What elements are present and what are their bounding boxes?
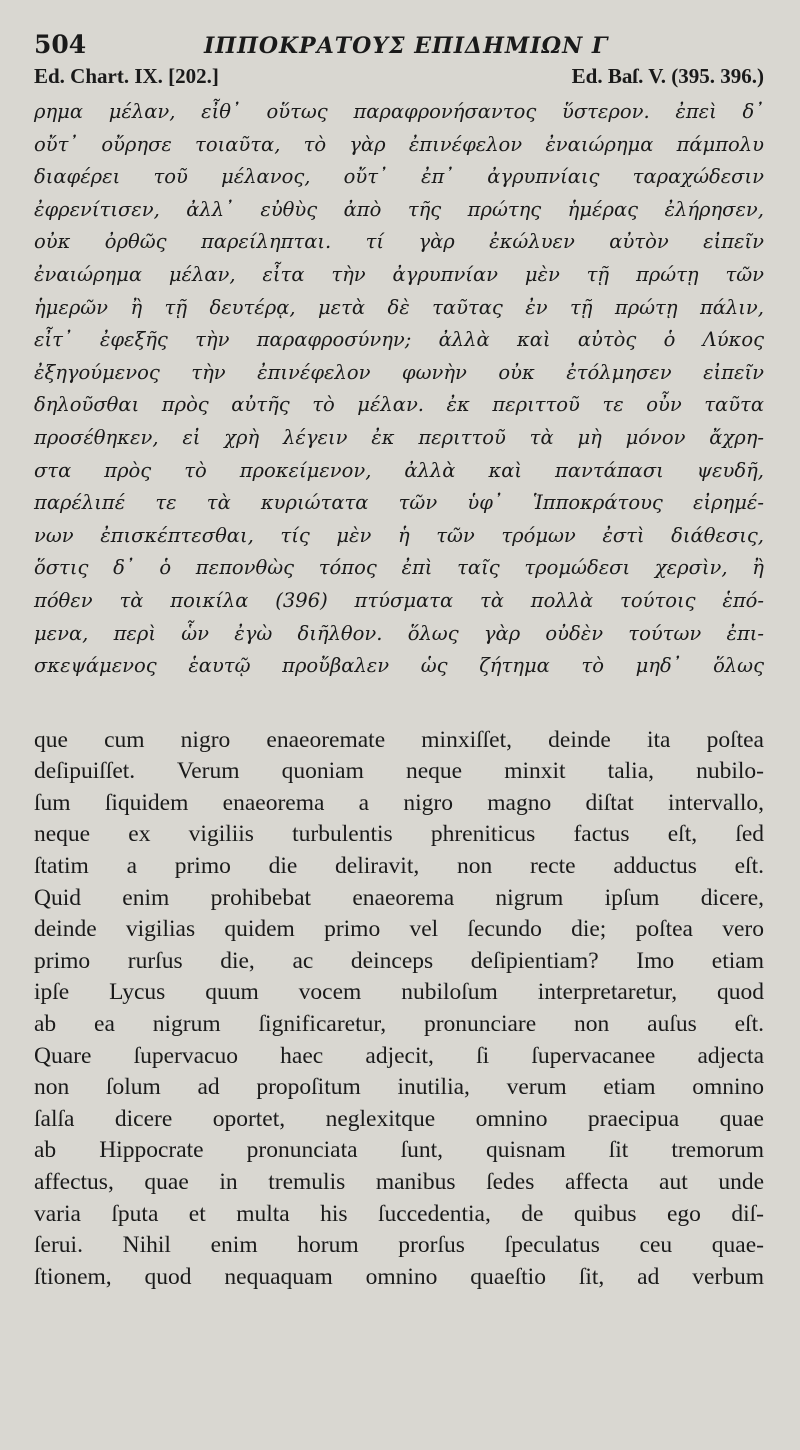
edition-references [34, 64, 764, 94]
page-header [34, 30, 764, 64]
latin-text-line: non ſolum ad propoſitum inutilia, verum etiam omnino [34, 1074, 764, 1101]
greek-text-line: ρημα μέλαν, εἶθ᾽ οὕτως παραφρονήσαντος ὕστερον. ἐπεὶ δ᾽ [34, 100, 764, 123]
latin-text-line: Quare ſupervacuo haec adjecit, ſi ſupervacanee adjecta [34, 1042, 764, 1069]
latin-text-line: varia ſputa et multa his ſuccedentia, de quibus ego diſ- [34, 1200, 764, 1227]
greek-text-line: ἐξηγούμενος τὴν ἐπινέφελον φωνὴν οὐκ ἐτόλμησεν εἰπεῖν [34, 360, 764, 384]
latin-text-line: Quid enim prohibebat enaeorema nigrum ipſum dicere, [34, 884, 764, 911]
greek-text-line: διαφέρει τοῦ μέλανος, οὔτ᾽ ἐπ᾽ ἀγρυπνίαις ταραχώδεσιν [34, 165, 764, 189]
greek-text-line: νων ἐπισκέπτεσθαι, τίς μὲν ἡ τῶν τρόμων ἐστὶ διάθεσις, [34, 523, 764, 547]
greek-text-line: δηλοῦσθαι πρὸς αὐτῆς τὸ μέλαν. ἐκ περιττοῦ τε οὖν ταῦτα [34, 393, 764, 417]
greek-text-line: εἶτ᾽ ἐφεξῆς τὴν παραφροσύνην; ἀλλὰ καὶ αὐτὸς ὁ Λύκος [34, 328, 764, 352]
latin-text-line: affectus, quae in tremulis manibus ſedes affecta aut unde [34, 1169, 764, 1195]
greek-text-line: οὐκ ὀρθῶς παρείληπται. τί γὰρ ἐκώλυεν αὐτὸν εἰπεῖν [34, 230, 764, 254]
greek-text-line: μενα, περὶ ὧν ἐγὼ διῆλθον. ὅλως γὰρ οὐδὲν τούτων ἐπι- [34, 621, 764, 645]
latin-text-line: ſtionem, quod nequaquam omnino quaeſtio ſit, ad verbum [34, 1263, 764, 1290]
greek-text-line: πόθεν τὰ ποικίλα (396) πτύσματα τὰ πολλὰ τούτοις ἑπό- [34, 588, 764, 612]
greek-text-line: σκεψάμενος ἑαυτῷ προὔβαλεν ὡς ζήτημα τὸ μηδ᾽ ὅλως [34, 654, 764, 678]
greek-text-line: οὔτ᾽ οὔρησε τοιαῦτα, τὸ γὰρ ἐπινέφελον ἐναιώρημα πάμπολυ [34, 132, 764, 156]
latin-text-block [34, 725, 764, 1294]
greek-text-line: στα πρὸς τὸ προκείμενον, ἀλλὰ καὶ παντάπασι ψευδῆ, [34, 458, 764, 482]
latin-text-line: ab ea nigrum ſignificaretur, pronunciare non auſus eſt. [34, 1011, 764, 1038]
greek-text-line: παρέλιπέ τε τὰ κυριώτατα τῶν ὑφ᾽ Ἱπποκράτους εἰρημέ- [34, 491, 764, 515]
edition-right: Ed. Baſ. V. (395. 396.) [571, 64, 764, 88]
latin-text-line: deſipuiſſet. Verum quoniam neque minxit talia, nubilo- [34, 758, 764, 785]
greek-text-line: προσέθηκεν, εἰ χρὴ λέγειν ἐκ περιττοῦ τὰ μὴ μόνον ἄχρη- [34, 425, 764, 449]
greek-text-block [34, 96, 764, 683]
latin-text-line: ſum ſiquidem enaeorema a nigro magno diſtat intervallo, [34, 789, 764, 816]
page-number: 504 [34, 30, 87, 59]
latin-text-line: ipſe Lycus quum vocem nubiloſum interpretaretur, quod [34, 979, 764, 1006]
greek-text-line: ἡμερῶν ἢ τῇ δευτέρᾳ, μετὰ δὲ ταῦτας ἐν τῇ πρώτῃ πάλιν, [34, 295, 764, 319]
latin-text-line: neque ex vigiliis turbulentis phreniticus factus eſt, ſed [34, 821, 764, 848]
latin-text-line: primo rurſus die, ac deinceps deſipientiam? Imo etiam [34, 947, 764, 974]
latin-text-line: ab Hippocrate pronunciata ſunt, quisnam ſit tremorum [34, 1137, 764, 1164]
running-title: ΙΠΠΟΚΡΑΤΟΥΣ ΕΠΙΔΗΜΙΩΝ Γ [204, 33, 609, 59]
greek-text-line: ὅστις δ᾽ ὁ πεπονθὼς τόπος ἐπὶ ταῖς τρομώδεσι χερσὶν, ἢ [34, 556, 764, 580]
latin-text-line: deinde vigilias quidem primo vel ſecundo die; poſtea vero [34, 916, 764, 943]
latin-text-line: ſerui. Nihil enim horum prorſus ſpeculatus ceu quae- [34, 1232, 764, 1259]
greek-text-line: ἐναιώρημα μέλαν, εἶτα τὴν ἀγρυπνίαν μὲν τῇ πρώτῃ τῶν [34, 262, 764, 286]
latin-text-line: que cum nigro enaeoremate minxiſſet, deinde ita poſtea [34, 726, 764, 753]
latin-text-line: ſalſa dicere oportet, neglexitque omnino praecipua quae [34, 1105, 764, 1132]
edition-left: Ed. Chart. IX. [202.] [34, 64, 219, 88]
greek-text-line: ἐφρενίτισεν, ἀλλ᾽ εὐθὺς ἀπὸ τῆς πρώτης ἡμέρας ἐλήρησεν, [34, 197, 764, 221]
latin-text-line: ſtatim a primo die deliravit, non recte adductus eſt. [34, 853, 764, 880]
